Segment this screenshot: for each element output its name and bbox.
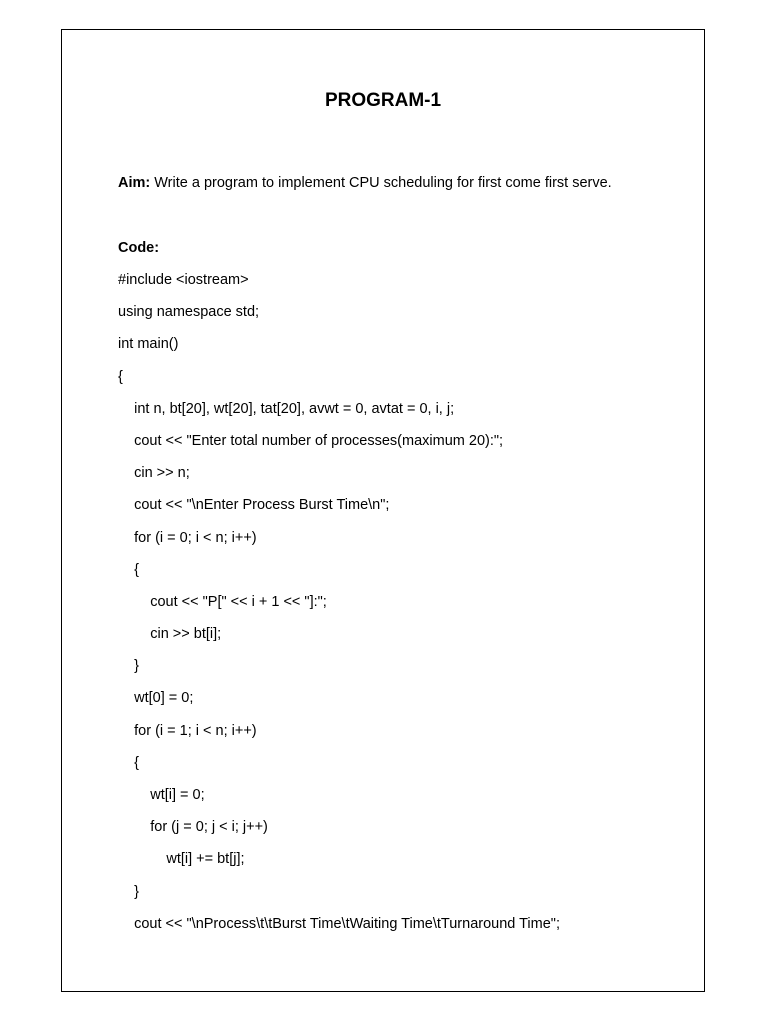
code-line: cin >> bt[i]; [118,626,222,643]
page-title: PROGRAM-1 [324,90,442,111]
code-line: for (j = 0; j < i; j++) [118,819,268,836]
code-line: int main() [118,336,179,353]
code-line: { [118,368,123,385]
aim-label: Aim: [118,175,151,191]
code-line: wt[i] = 0; [118,787,205,803]
code-line: wt[0] = 0; [118,690,194,707]
aim-paragraph [118,175,612,191]
code-block [118,272,560,948]
code-line: wt[i] += bt[j]; [118,851,245,868]
code-line: cout << "\nProcess\t\tBurst Time\tWaiting Time\tTurnaround Time"; [118,915,560,932]
code-line: { [118,754,139,771]
code-line: for (i = 1; i < n; i++) [118,722,257,739]
code-line: } [118,658,139,675]
code-line: for (i = 0; i < n; i++) [118,529,257,546]
code-line: #include <iostream> [118,272,249,288]
code-line: cout << "P[" << i + 1 << "]:"; [118,593,327,610]
code-line: { [118,561,139,578]
document-page [61,29,705,992]
code-line: cin >> n; [118,465,190,482]
code-line: } [118,883,139,900]
code-heading: Code: [118,240,160,256]
code-line: using namespace std; [118,304,260,321]
code-line: cout << "\nEnter Process Burst Time\n"; [118,497,390,514]
code-line: int n, bt[20], wt[20], tat[20], avwt = 0, avtat = 0, i, j; [118,400,455,417]
aim-text: Write a program to implement CPU scheduling for first come first serve. [150,175,612,191]
code-line: cout << "Enter total number of processes(maximum 20):"; [118,432,504,449]
